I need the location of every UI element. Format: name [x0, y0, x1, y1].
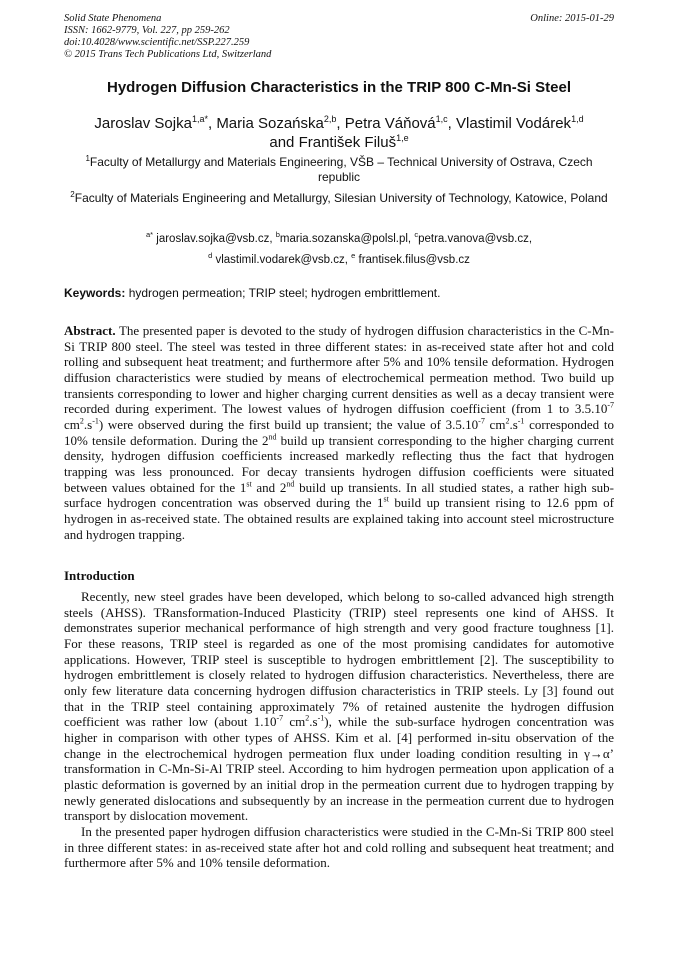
journal-header	[64, 13, 271, 61]
abstract-text: ) were observed during the first build up transient; the value of 3.5.10	[98, 416, 479, 432]
superscript: st	[383, 494, 389, 504]
email-link[interactable]: petra.vanova@vsb.cz,	[418, 233, 533, 245]
abstract-text: cm	[64, 416, 80, 432]
superscript: nd	[286, 479, 295, 489]
abstract-text: build up transient corresponding to the higher charging current density, hydrogen diffusion coefficients increased markedly reflecting thus the fact that hydrogen trapping was less pronounced. For decay transients hydrogen diffusion coefficients were situated between values obtained for the 1	[64, 432, 614, 495]
affiliation-text: Faculty of Materials Engineering and Metallurgy, Silesian University of Technology, Katowice, Poland	[74, 191, 608, 205]
email-sup: a*	[145, 230, 154, 240]
abstract-text: and 2	[251, 479, 287, 495]
superscript: nd	[268, 432, 277, 442]
author-name: Petra Váňová	[344, 115, 436, 132]
section-heading-introduction: Introduction	[64, 568, 135, 583]
abstract-text: build up transient rising to 12.6 ppm of hydrogen in as-received state. The obtained results are explained taking into account steel microstructure and hydrogen trapping.	[64, 495, 614, 542]
superscript: -1	[517, 416, 525, 426]
superscript: -7	[478, 416, 485, 426]
keywords-label: Keywords:	[64, 286, 126, 300]
email-sup: e	[351, 251, 356, 261]
superscript: 2	[505, 416, 510, 426]
copyright-line: © 2015 Trans Tech Publications Ltd, Switzerland	[64, 49, 272, 60]
introduction-body	[64, 589, 614, 871]
author-sup: 1,d	[571, 114, 584, 124]
issn-line: ISSN: 1662-9779, Vol. 227, pp 259-262	[64, 25, 230, 36]
abstract-text: .s	[509, 416, 518, 432]
superscript: 2	[79, 416, 84, 426]
email-link[interactable]: maria.sozanska@polsl.pl,	[279, 233, 412, 245]
affiliation-1	[70, 155, 608, 185]
introduction-paragraph-1	[64, 589, 614, 824]
online-date: Online: 2015-01-29	[530, 13, 614, 24]
abstract-text: build up transients. In all studied states, a rather high sub-surface hydrogen concentration was observed during the 1	[64, 479, 614, 511]
doi-line: doi:10.4028/www.scientific.net/SSP.227.259	[64, 37, 250, 48]
author-name: Maria Sozańska	[216, 115, 324, 132]
paper-title: Hydrogen Diffusion Characteristics in the TRIP 800 C-Mn-Si Steel	[107, 79, 571, 96]
paragraph-text: Recently, new steel grades have been developed, which belong to so-called advanced high strength steels (AHSS). TRansformation-Induced Plasticity (TRIP) steel represents one kind of AHSS. It demonstrates superior mechanical performance of high strength and very good fracture toughness [1]. For these reasons, TRIP steel is regarded as one of the most promising candidates for automotive applications. However, TRIP steel is susceptible to hydrogen embrittlement [2]. The susceptibility to hydrogen embrittlement is closely related to hydrogen diffusion characteristics. Nevertheless, there are only few literature data concerning hydrogen diffusion characteristics in TRIP steels. Ly [3] found out that in the TRIP steel containing approximately 7% of retained austenite the hydrogen diffusion coefficient was rather low (about 1.10	[64, 589, 614, 730]
author-list: Jaroslav Sojka$^{1,a*}$, Maria Sozańska$^{2,b}$, Petra Váňová$^{1,c}$, Vlastimil Vodárek$^{1,d}$ and František Filuš$^{1,e}$	[94, 114, 584, 151]
introduction-paragraph-2: In the presented paper hydrogen diffusion characteristics were studied in the C-Mn-Si TRIP 800 steel in three different states: in as-received state after hot and cold rolling and subsequent heat treatment; and furthermore after 5% and 10% tensile deformation.	[64, 823, 614, 871]
abstract-text: The presented paper is devoted to the study of hydrogen diffusion characteristics in the C-Mn-Si TRIP 800 steel. The steel was tested in three different states: in as-received state after hot and cold rolling and subsequent heat treatment; and furthermore after 5% and 10% tensile deformation. Hydrogen diffusion characteristics were studied by means of electrochemical permeation method. Two build up transients corresponding to lower and higher charging current densities as well as a decay transient were recorded during experiment. The lowest values of hydrogen diffusion coefficient (from 1 to 3.5.10	[64, 323, 614, 417]
email-sup: d	[208, 251, 213, 261]
superscript: -1	[92, 416, 99, 426]
affiliation-2	[70, 191, 608, 206]
abstract-text: corresponded to 10% tensile deformation. During the 2	[64, 416, 615, 448]
author-sup: 2,b	[323, 114, 337, 124]
abstract-text: .s	[83, 416, 93, 432]
affiliation-sup: 2	[70, 190, 75, 199]
email-sup: c	[414, 230, 419, 240]
author-name: František Filuš	[298, 134, 397, 151]
superscript: st	[246, 479, 252, 489]
email-link[interactable]: vlastimil.vodarek@vsb.cz,	[215, 254, 348, 266]
email-list	[40, 229, 638, 271]
author-name: Jaroslav Sojka	[94, 115, 192, 132]
abstract-label: Abstract.	[64, 323, 116, 338]
email-sup: b	[275, 230, 280, 240]
abstract-text: cm	[484, 416, 506, 432]
affiliation-sup: 1	[85, 154, 90, 163]
keywords-text: hydrogen permeation; TRIP steel; hydrogen embrittlement.	[128, 286, 441, 300]
superscript: -1	[317, 713, 325, 723]
keywords	[64, 286, 440, 301]
author-sup: 1,c	[435, 114, 448, 124]
journal-name: Solid State Phenomena	[64, 13, 162, 24]
email-link[interactable]: frantisek.filus@vsb.cz	[358, 254, 470, 266]
paragraph-text: ), while the sub-surface hydrogen concentration was higher in comparison with other types of AHSS. Kim et al. [4] performed in-situ observation of the change in the electrochemical hydrogen permeation flux under loading condition resulting in γ→α’ transformation in C-Mn-Si-Al TRIP steel. According to him hydrogen permeation upon application of a plastic deformation is governed by an initial drop in the permeation current due to hydrogen trapping by newly generated dislocations and subsequently by an increase in the permeation current due to hydrogen transport by dislocation movement.	[64, 714, 614, 824]
author-name: Vlastimil Vodárek	[456, 115, 572, 132]
superscript: 2	[305, 713, 310, 723]
author-conjunction: and	[269, 134, 295, 151]
superscript: -7	[276, 713, 284, 723]
affiliation-text: Faculty of Metallurgy and Materials Engineering, VŠB – Technical University of Ostrava, Czech republic	[89, 155, 593, 184]
author-sup: 1,e	[396, 133, 409, 143]
superscript: -7	[607, 400, 614, 410]
author-sup: 1,a*	[191, 114, 208, 124]
email-link[interactable]: jaroslav.sojka@vsb.cz,	[156, 233, 273, 245]
paragraph-text: .s	[309, 714, 318, 730]
paragraph-text: cm	[283, 714, 306, 730]
abstract	[64, 323, 614, 542]
